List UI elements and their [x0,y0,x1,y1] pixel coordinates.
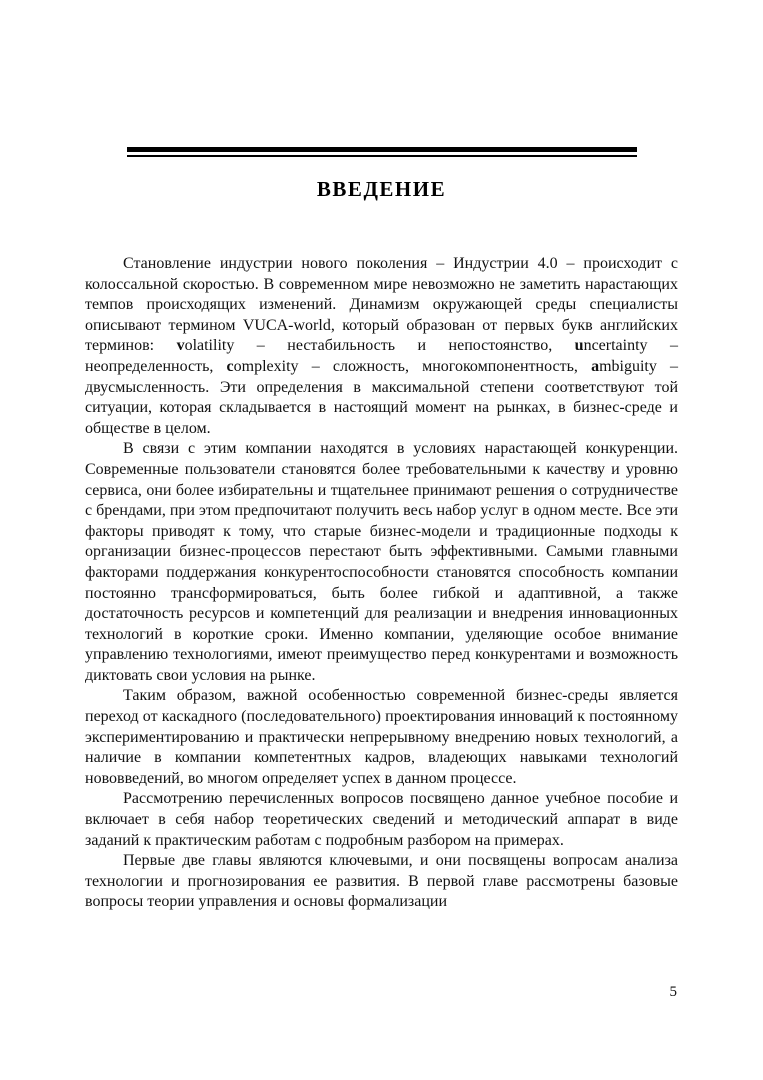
text-run: olatility – нестабильность и непостоянство, [184,337,575,355]
text-run: mbiguity – двусмысленность. Эти определения в максимальной степени соответствуют той ситуации, которая складывается в настоящий момент на рынках, в бизнес-среде и обществе в целом. [85,357,679,437]
vuca-letter-a: a [591,357,600,375]
page-title: ВВЕДЕНИЕ [316,177,447,201]
vuca-letter-v: v [176,337,185,355]
paragraph-competition: В связи с этим компании находятся в условиях нарастающей конкуренции. Современные пользователи становятся более требовательными к качеству и уровню сервиса, они более избирательны и тщательнее принимают решения о сотрудничестве с брендами, при этом предпочитают получить весь набор услуг в одном месте. Все эти факторы приводят к тому, что старые бизнес-модели и традиционные подходы к организации бизнес-процессов перестают быть эффективными. Самыми главными факторами поддержания конкурентоспособности становятся способность компании постоянно трансформироваться, быть более гибкой и адаптивной, а также достаточность ресурсов и компетенций для реализации и внедрения инновационных технологий в короткие сроки. Именно компании, уделяющие особое внимание управлению технологиями, имеют преимущество перед конкурентами и возможность диктовать свои условия на рынке. [85,440,678,684]
paragraph-chapters-overview: Первые две главы являются ключевыми, и они посвящены вопросам анализа технологии и прогнозирования ее развития. В первой главе рассмотрены базовые вопросы теории управления и основы формализации [85,852,678,911]
chapter-header-rule [127,147,637,157]
vuca-letter-c: c [226,357,234,375]
paragraph-vuca [85,254,678,439]
body-text [0,254,763,913]
text-run: omplexity – сложность, многокомпонентность, [233,357,592,375]
vuca-letter-u: u [574,337,584,355]
text-run: Становление индустрии нового поколения – Индустрии 4.0 – происходит с колоссальной скоростью. В современном мире невозможно не заметить нарастающих темпов происходящих изменений. Динамизм окружающей среды специалисты описывают термином VUCA-world, который образован от первых букв английских терминов: [85,255,678,355]
page-number: 5 [669,984,677,1000]
text-run: ncertainty – неопределенность, [85,337,678,375]
paragraph-business-environment: Таким образом, важной особенностью современной бизнес-среды является переход от каскадного (последовательного) проектирования инноваций к постоянному экспериментированию и практически непрерывному внедрению новых технологий, а наличие в компании компетентных кадров, владеющих навыками технологий нововведений, во многом определяет успех в данном процессе. [85,687,678,787]
paragraph-textbook-purpose: Рассмотрению перечисленных вопросов посвящено данное учебное пособие и включает в себя набор теоретических сведений и методический аппарат в виде заданий к практическим работам с подробным разбором на примерах. [85,790,678,849]
